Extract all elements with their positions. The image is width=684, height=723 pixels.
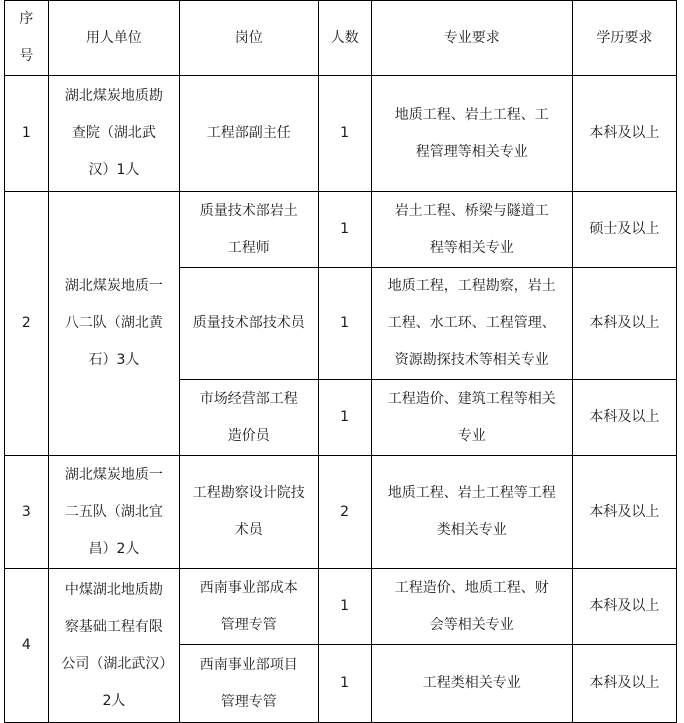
employer-unit: 湖北煤炭地质一二五队（湖北宜昌）2人	[48, 456, 179, 569]
header-major: 专业要求	[371, 1, 572, 76]
employer-unit: 湖北煤炭地质一八二队（湖北黄石）3人	[48, 192, 179, 456]
table-row	[5, 569, 677, 645]
position: 市场经营部工程造价员	[180, 380, 318, 456]
row-number: 3	[5, 456, 49, 569]
row-number: 2	[5, 192, 49, 456]
header-position: 岗位	[180, 1, 318, 76]
headcount: 1	[318, 645, 371, 723]
headcount: 1	[318, 268, 371, 380]
employer-unit: 中煤湖北地质勘察基础工程有限公司（湖北武汉）2人	[48, 569, 179, 723]
header-education: 学历要求	[572, 1, 676, 76]
education-requirement: 硕士及以上	[572, 192, 676, 268]
headcount: 1	[318, 380, 371, 456]
table-row	[5, 76, 677, 192]
position: 西南事业部项目管理专管	[180, 645, 318, 723]
table-row	[5, 456, 677, 569]
position: 质量技术部岩土工程师	[180, 192, 318, 268]
row-number: 4	[5, 569, 49, 723]
headcount: 2	[318, 456, 371, 569]
position: 工程部副主任	[180, 76, 318, 192]
major-requirement: 地质工程、岩土工程等工程类相关专业	[371, 456, 572, 569]
headcount: 1	[318, 76, 371, 192]
education-requirement: 本科及以上	[572, 569, 676, 645]
major-requirement: 地质工程，工程勘察，岩土工程、水工环、工程管理、资源勘探技术等相关专业	[371, 268, 572, 380]
headcount: 1	[318, 192, 371, 268]
position: 工程勘察设计院技术员	[180, 456, 318, 569]
education-requirement: 本科及以上	[572, 645, 676, 723]
education-requirement: 本科及以上	[572, 76, 676, 192]
education-requirement: 本科及以上	[572, 268, 676, 380]
row-number: 1	[5, 76, 49, 192]
employer-unit: 湖北煤炭地质勘查院（湖北武汉）1人	[48, 76, 179, 192]
header-count: 人数	[318, 1, 371, 76]
header-unit: 用人单位	[48, 1, 179, 76]
major-requirement: 工程造价、建筑工程等相关专业	[371, 380, 572, 456]
headcount: 1	[318, 569, 371, 645]
major-requirement: 工程造价、地质工程、财会等相关专业	[371, 569, 572, 645]
header-row	[5, 1, 677, 76]
recruitment-table	[4, 0, 677, 723]
position: 质量技术部技术员	[180, 268, 318, 380]
table-row	[5, 192, 677, 268]
major-requirement: 地质工程、岩土工程、工程管理等相关专业	[371, 76, 572, 192]
position: 西南事业部成本管理专管	[180, 569, 318, 645]
education-requirement: 本科及以上	[572, 380, 676, 456]
major-requirement: 工程类相关专业	[371, 645, 572, 723]
major-requirement: 岩土工程、桥梁与隧道工程等相关专业	[371, 192, 572, 268]
education-requirement: 本科及以上	[572, 456, 676, 569]
header-no: 序号	[5, 1, 49, 76]
